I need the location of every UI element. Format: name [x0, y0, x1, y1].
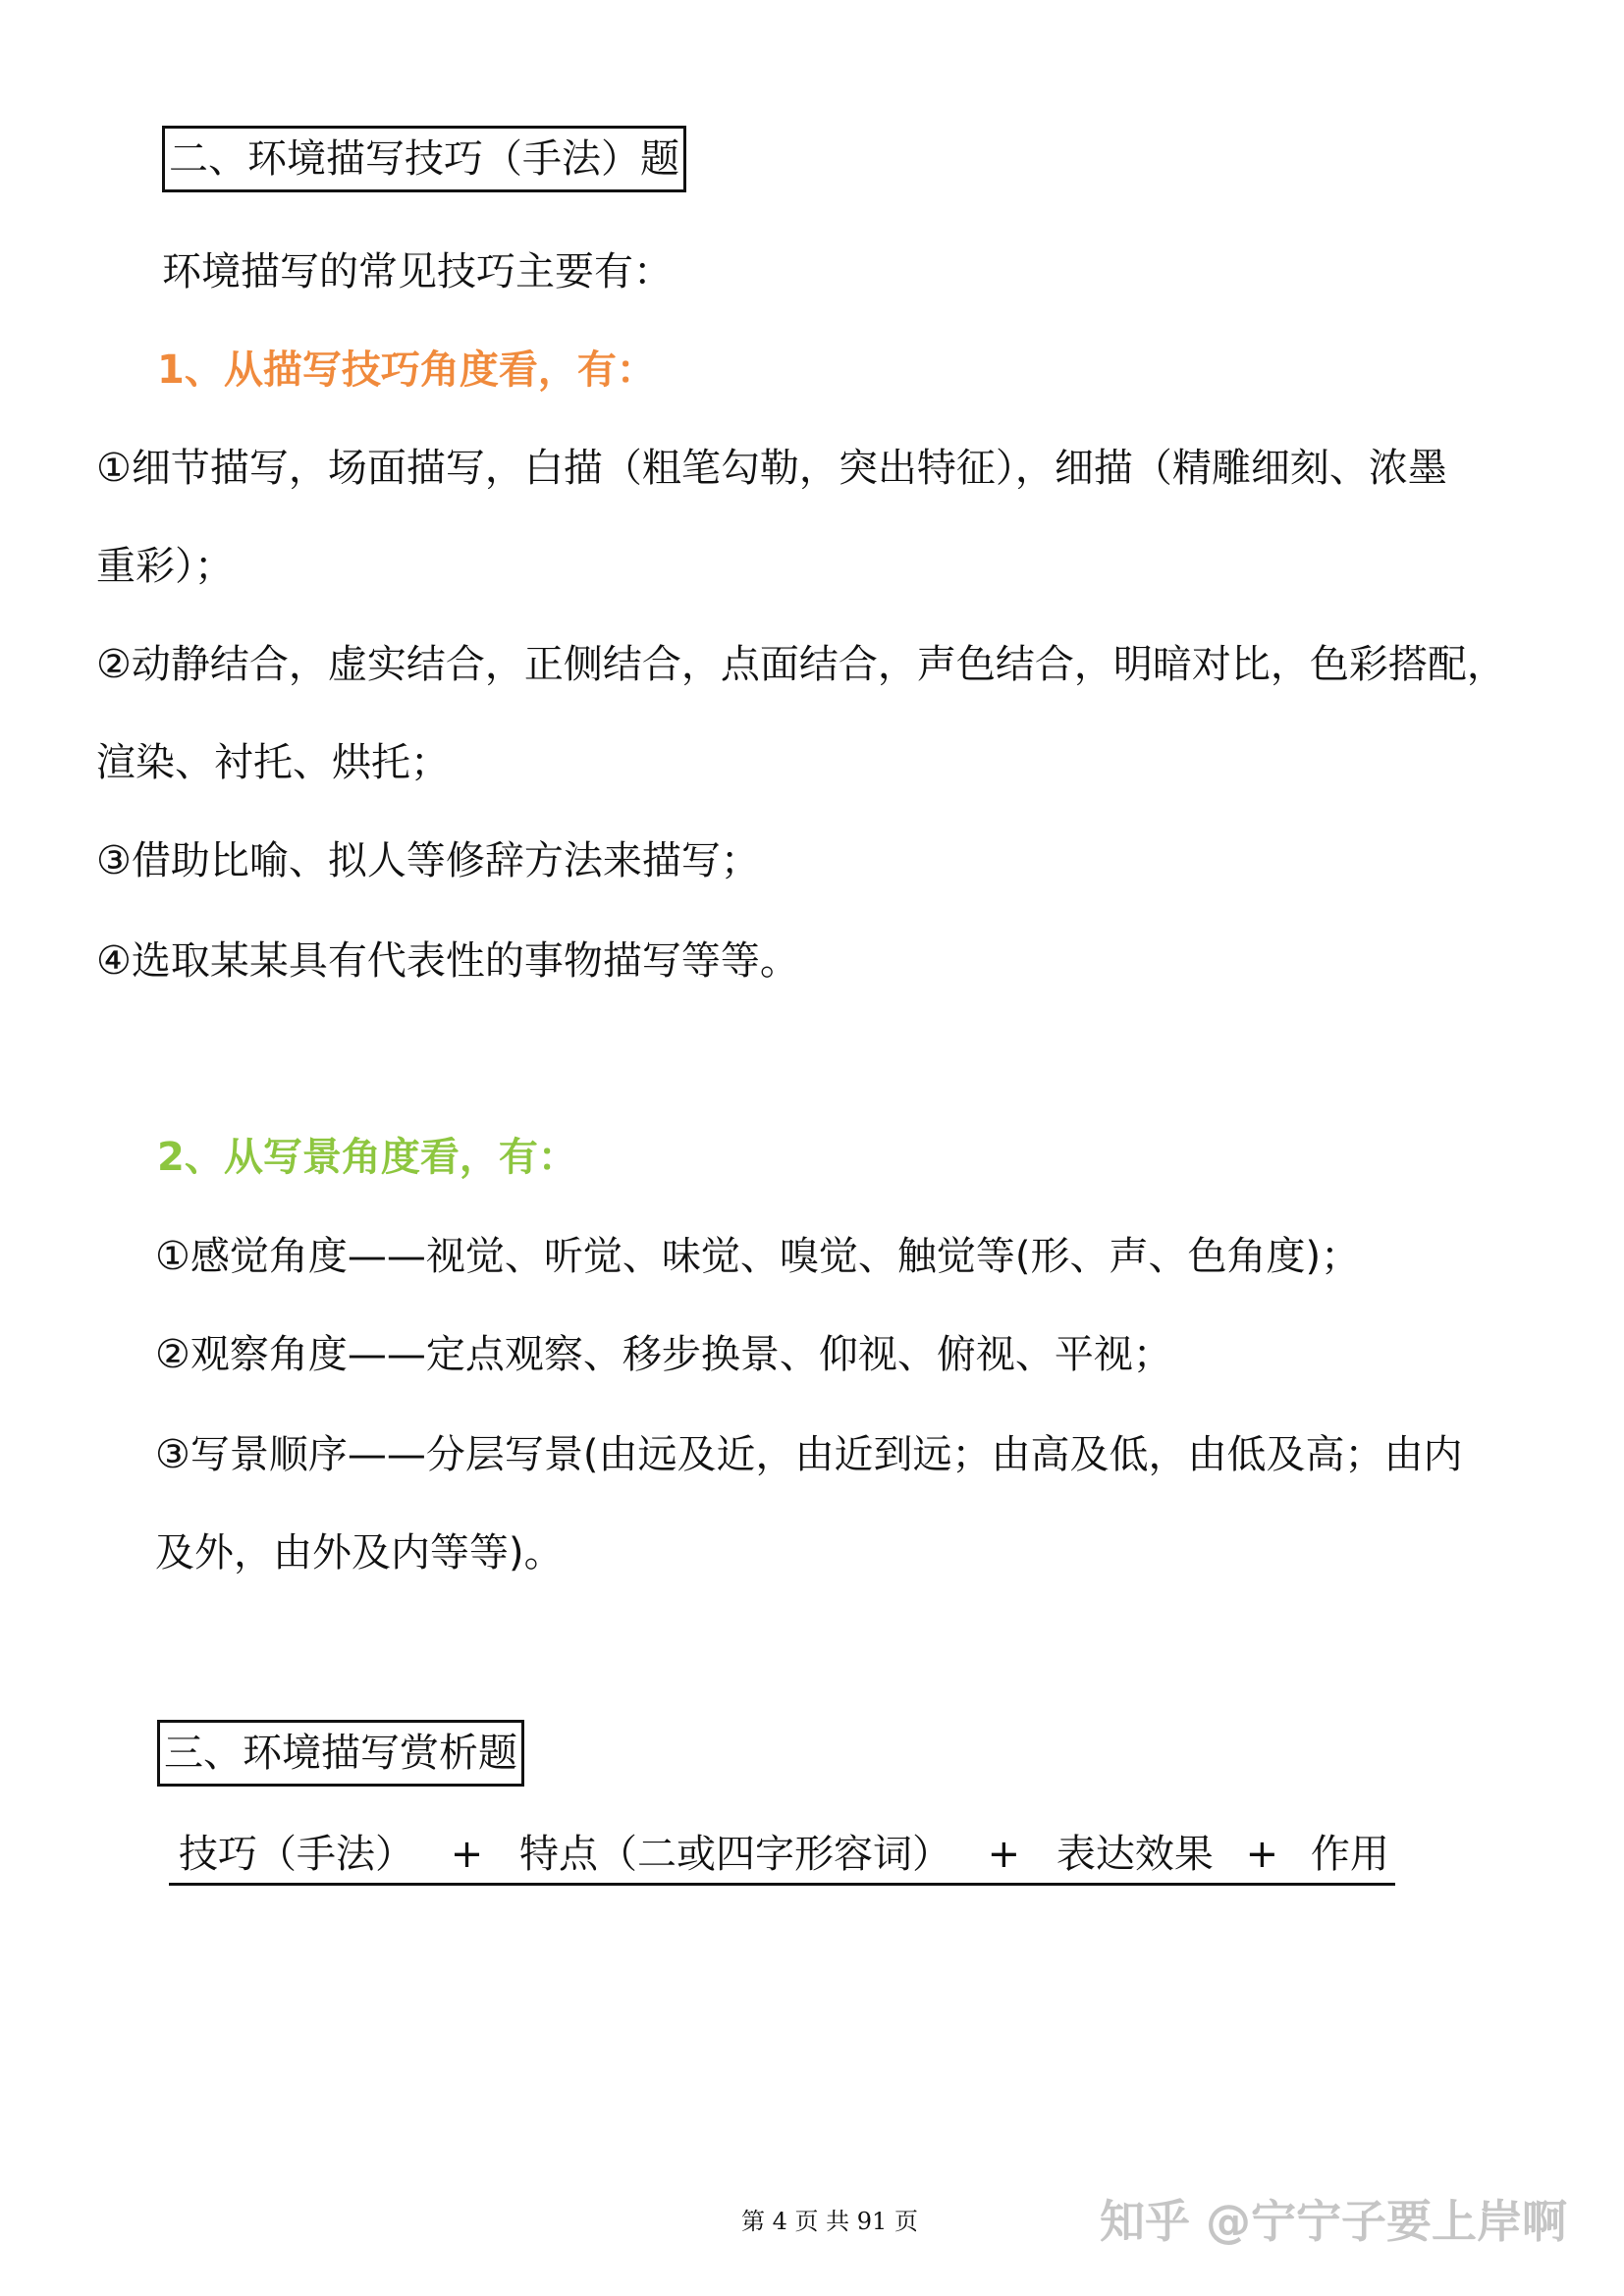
analysis-formula — [169, 1828, 1395, 1886]
formula-feature: 特点（二或四字形容词） — [518, 1832, 951, 1877]
sub2-item3-line1: ③写景顺序——分层写景(由远及近，由近到远；由高及低，由低及高；由内 — [155, 1432, 1463, 1477]
formula-plus-2: + — [987, 1832, 1021, 1877]
section2-heading: 二、环境描写技巧（手法）题 — [162, 126, 686, 192]
sub2-item3-line2: 及外，由外及内等等)。 — [155, 1530, 564, 1575]
sub1-item1-line2: 重彩）； — [96, 544, 234, 589]
formula-plus-3: + — [1245, 1832, 1279, 1877]
formula-effect: 表达效果 — [1056, 1832, 1214, 1877]
formula-function: 作用 — [1310, 1832, 1389, 1877]
sub1-item2-line2: 渲染、衬托、烘托； — [96, 740, 450, 785]
sub1-item1-line1: ①细节描写，场面描写，白描（粗笔勾勒，突出特征），细描（精雕细刻、浓墨 — [96, 446, 1447, 491]
watermark: 知乎 @宁宁子要上岸啊 — [1100, 2195, 1568, 2248]
section3-heading: 三、环境描写赏析题 — [157, 1720, 524, 1787]
formula-technique: 技巧（手法） — [179, 1832, 414, 1877]
sub2-item2: ②观察角度——定点观察、移步换景、仰视、俯视、平视； — [155, 1332, 1172, 1377]
sub2-item1: ①感觉角度——视觉、听觉、味觉、嗅觉、触觉等(形、声、色角度)； — [155, 1234, 1361, 1279]
sub1-title: 1、从描写技巧角度看，有： — [157, 347, 656, 393]
page-number: 第 4 页 共 91 页 — [741, 2208, 918, 2235]
sub2-title: 2、从写景角度看，有： — [157, 1135, 577, 1180]
sub1-item3: ③借助比喻、拟人等修辞方法来描写； — [96, 838, 760, 883]
sub1-item4: ④选取某某具有代表性的事物描写等等。 — [96, 938, 799, 984]
sub1-item2-line1: ②动静结合，虚实结合，正侧结合，点面结合，声色结合，明暗对比，色彩搭配， — [96, 642, 1506, 687]
formula-plus-1: + — [450, 1832, 484, 1877]
section2-intro: 环境描写的常见技巧主要有： — [162, 249, 673, 294]
